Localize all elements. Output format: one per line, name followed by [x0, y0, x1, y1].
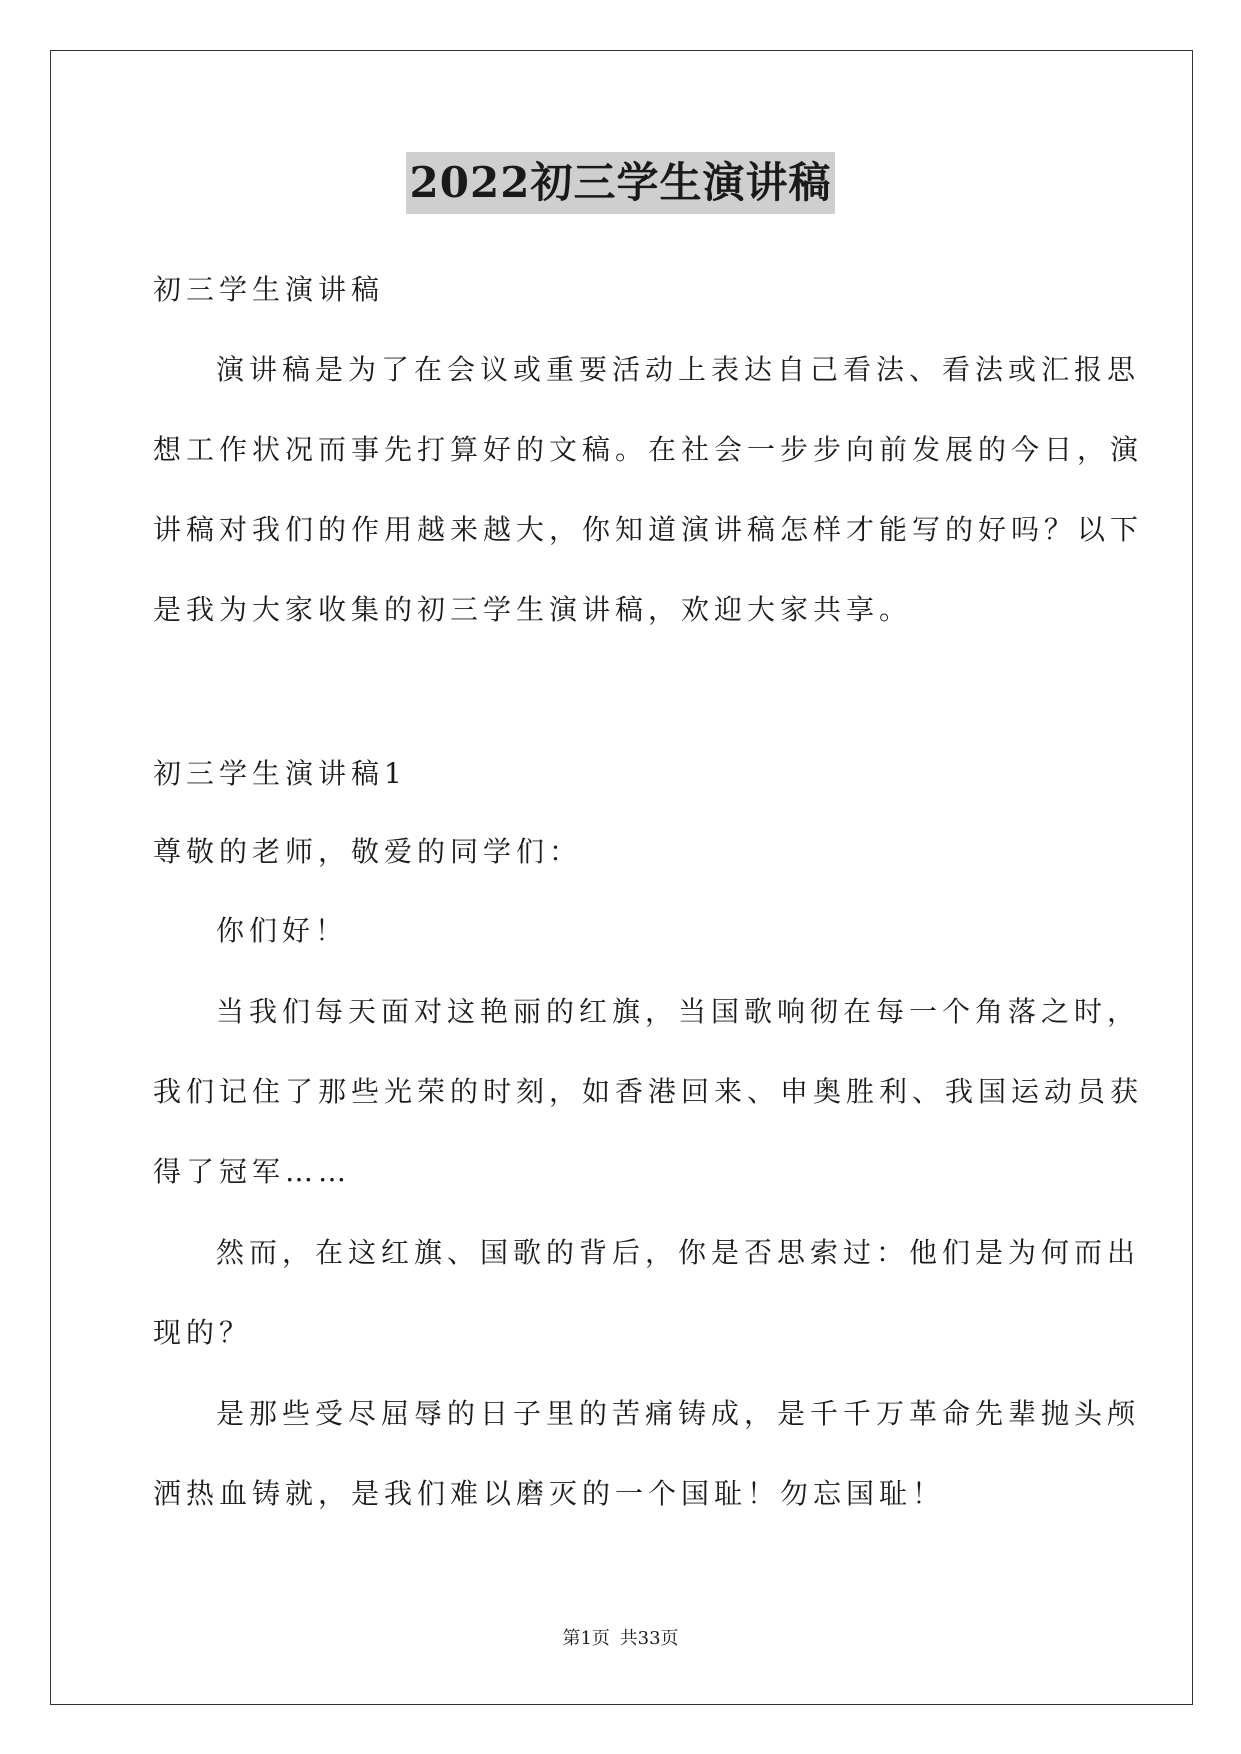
- paragraph-line: 洒热血铸就，是我们难以磨灭的一个国耻！勿忘国耻！: [153, 1477, 946, 1510]
- document-title: 2022初三学生演讲稿: [406, 152, 836, 214]
- section-heading: 初三学生演讲稿1: [153, 757, 407, 790]
- paragraph-line: 当我们每天面对这艳丽的红旗，当国歌响彻在每一个角落之时，: [216, 995, 1141, 1028]
- paragraph-line: 讲稿对我们的作用越来越大，你知道演讲稿怎样才能写的好吗？以下: [153, 513, 1144, 546]
- page-footer: [0, 1627, 1241, 1651]
- section-heading: 初三学生演讲稿: [153, 273, 385, 306]
- paragraph-line: 得了冠军……: [153, 1155, 352, 1188]
- page-number: 第1页: [562, 1628, 610, 1649]
- paragraph-line: 然而，在这红旗、国歌的背后，你是否思索过：他们是为何而出: [216, 1236, 1141, 1269]
- paragraph-line: 演讲稿是为了在会议或重要活动上表达自己看法、看法或汇报思: [216, 353, 1141, 386]
- paragraph-line: 想工作状况而事先打算好的文稿。在社会一步步向前发展的今日，演: [153, 433, 1144, 466]
- paragraph-line: 是我为大家收集的初三学生演讲稿，欢迎大家共享。: [153, 593, 913, 626]
- greeting-line: 你们好！: [216, 914, 349, 947]
- paragraph-line: 现的？: [153, 1316, 253, 1349]
- paragraph-line: 是那些受尽屈辱的日子里的苦痛铸成，是千千万革命先辈抛头颅: [216, 1397, 1141, 1430]
- title-container: [0, 152, 1241, 214]
- salutation: 尊敬的老师，敬爱的同学们：: [153, 835, 583, 868]
- page-total: 共33页: [619, 1628, 679, 1649]
- paragraph-line: 我们记住了那些光荣的时刻，如香港回来、申奥胜利、我国运动员获: [153, 1075, 1144, 1108]
